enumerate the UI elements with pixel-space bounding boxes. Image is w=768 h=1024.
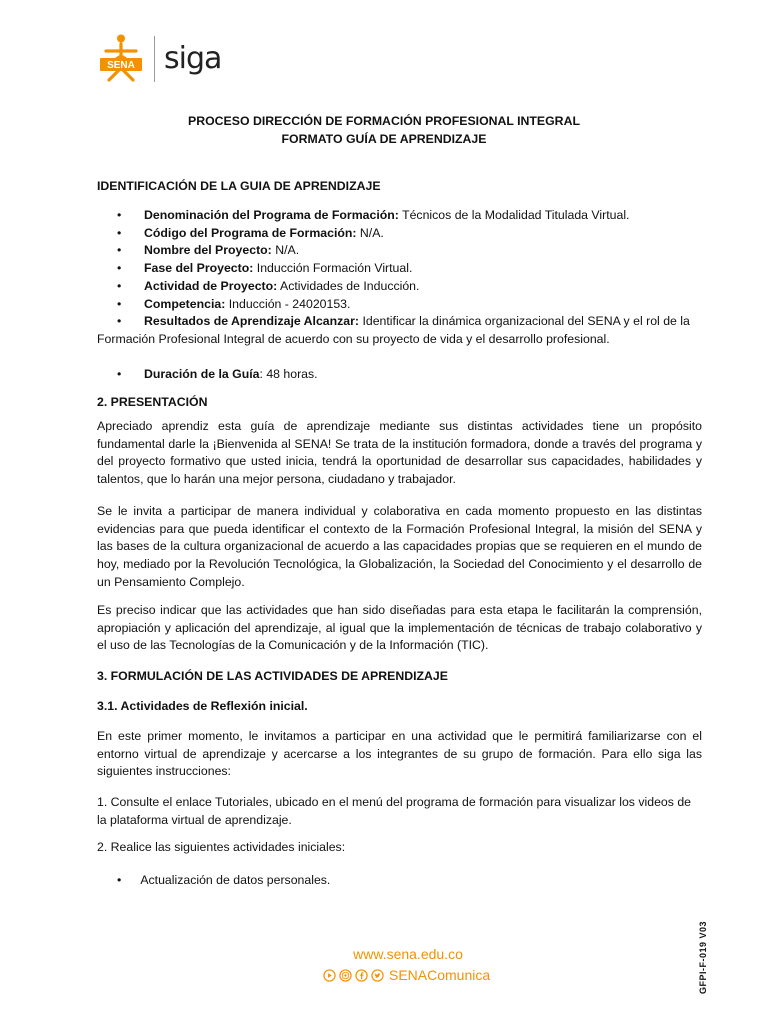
bullet-icon: • — [117, 296, 122, 311]
facebook-icon[interactable] — [355, 969, 368, 982]
bullet-icon: • — [117, 873, 122, 887]
instagram-icon[interactable] — [339, 969, 352, 982]
paragraph: Apreciado aprendiz esta guía de aprendizaje mediante sus distintas actividades tiene un propósito fundamental darle la ¡Bienvenida al SENA! Se trata de la institución formadora, donde a través del programa y del proyecto formativo que usted inicia, tendrá la oportunidad de desarrollar sus capacidades, habilidades y talentos, que lo harán una mejor persona, ciudadano y trabajador. — [97, 419, 702, 487]
bullet-icon: • — [117, 243, 122, 258]
paragraph: 1. Consulte el enlace Tutoriales, ubicado en el menú del programa de formación para visualizar los videos de la plataforma virtual de aprendizaje. — [97, 795, 692, 827]
document-subtitle: FORMATO GUÍA DE APRENDIZAJE — [281, 132, 487, 146]
list-item: • Código del Programa de Formación: N/A. — [97, 225, 707, 243]
identification-list — [97, 207, 707, 383]
siga-logo — [164, 40, 244, 80]
list-spacer — [97, 349, 707, 366]
list-item: • Actividad de Proyecto: Actividades de Inducción. — [97, 278, 707, 296]
sena-logo — [96, 34, 146, 86]
bullet-icon: • — [117, 278, 122, 293]
paragraph: Es preciso indicar que las actividades que han sido diseñadas para esta etapa le facilitarán la comprensión, apropiación y aplicación del aprendizaje, al igual que la implementación de técnicas de trabajo colaborativo y el uso de las Tecnologías de la Comunicación y de la Información (TIC). — [97, 603, 702, 653]
list-item: • Resultados de Aprendizaje Alcanzar: Identificar la dinámica organizacional del SENA y el rol de la Formación Profesional Integral de acuerdo con su proyecto de vida y el desarrollo profesional. — [97, 314, 690, 346]
footer-website-link[interactable]: www.sena.edu.co — [353, 946, 463, 962]
logo-divider — [154, 36, 155, 82]
footer-social-handle: SENAComunica — [389, 967, 491, 983]
bullet-icon: • — [117, 225, 122, 240]
youtube-icon[interactable] — [323, 969, 336, 982]
subsection-heading: 3.1. Actividades de Reflexión inicial. — [97, 699, 308, 713]
list-item: • Competencia: Inducción - 24020153. — [97, 296, 707, 314]
section-heading-presentacion: 2. PRESENTACIÓN — [97, 395, 208, 409]
svg-text:siga: siga — [164, 41, 222, 76]
list-item: • Duración de la Guía: 48 horas. — [97, 366, 707, 384]
bullet-icon: • — [117, 366, 122, 381]
bullet-icon: • — [117, 314, 122, 329]
section-heading-formulacion: 3. FORMULACIÓN DE LAS ACTIVIDADES DE APRENDIZAJE — [97, 669, 448, 683]
section-heading-identificacion: IDENTIFICACIÓN DE LA GUIA DE APRENDIZAJE — [97, 179, 381, 193]
document-code: GFPI-F-019 V03 — [698, 920, 708, 994]
paragraph: Se le invita a participar de manera individual y colaborativa en cada momento propuesto en las distintas evidencias para que pueda identificar el contexto de la Formación Profesional Integral, la misión del SENA y las bases de la cultura organizacional de acuerdo a las capacidades propias que se requieren en el mundo de hoy, mediado por la Revolución Tecnológica, la Globalización, la Sociedad del Conocimiento y el desarrollo de un Pensamiento Complejo. — [97, 504, 702, 589]
paragraph: En este primer momento, le invitamos a participar en una actividad que le permitirá familiarizarse con el entorno virtual de aprendizaje y acercarse a los integrantes de su grupo de formación. Para ello siga las siguientes instrucciones: — [97, 729, 702, 779]
document-title: PROCESO DIRECCIÓN DE FORMACIÓN PROFESIONAL INTEGRAL — [188, 114, 580, 128]
list-item: • Nombre del Proyecto: N/A. — [97, 242, 707, 260]
footer-social — [323, 966, 490, 984]
twitter-icon[interactable] — [371, 969, 384, 982]
bullet-icon: • — [117, 208, 122, 222]
svg-text:SENA: SENA — [107, 60, 135, 71]
header-logos — [96, 34, 276, 86]
bullet-icon: • — [117, 261, 122, 276]
list-item: • Fase del Proyecto: Inducción Formación Virtual. — [97, 260, 707, 278]
paragraph: 2. Realice las siguientes actividades iniciales: — [97, 840, 346, 854]
list-item: • Denominación del Programa de Formación: Técnicos de la Modalidad Titulada Virtual. — [97, 207, 707, 225]
bullet-item: • Actualización de datos personales. — [117, 873, 331, 887]
